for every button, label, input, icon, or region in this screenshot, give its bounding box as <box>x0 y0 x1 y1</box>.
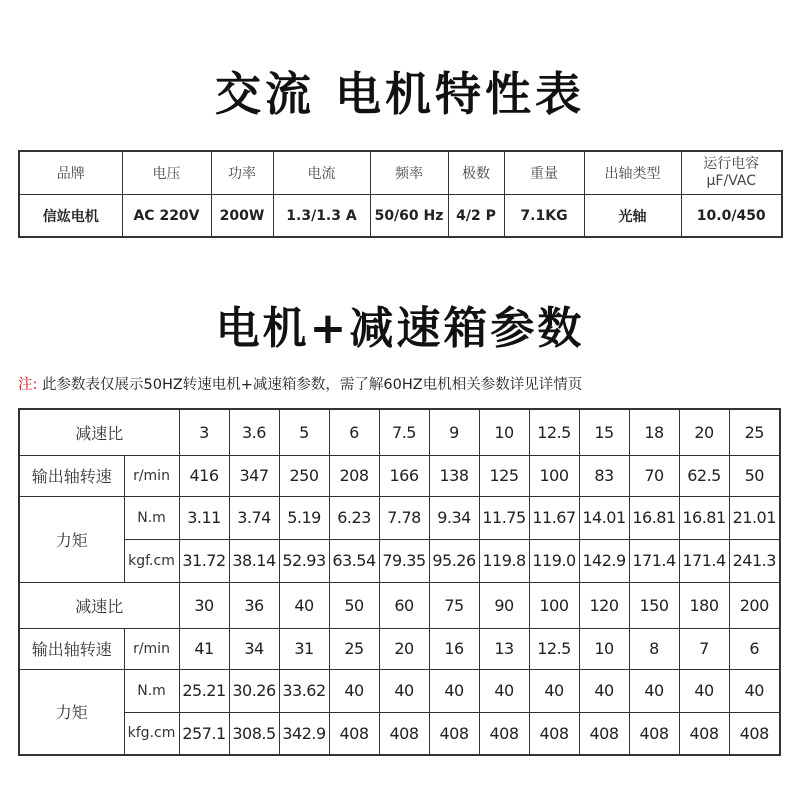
ratio-cell: 15 <box>579 409 629 455</box>
spec-header-brand: 品牌 <box>19 151 122 195</box>
ratio-cell: 36 <box>229 582 279 628</box>
torque-kgf-cell: 408 <box>729 712 780 755</box>
spec-value-current: 1.3/1.3 A <box>273 195 370 238</box>
speed-cell: 34 <box>229 628 279 669</box>
spec-header-capacitor <box>681 151 782 195</box>
torque-nm-cell: 3.74 <box>229 496 279 539</box>
speed-cell: 8 <box>629 628 679 669</box>
torque-nm-cell: 40 <box>629 669 679 712</box>
speed-cell: 70 <box>629 455 679 496</box>
torque-nm-cell: 40 <box>729 669 780 712</box>
speed-cell: 16 <box>429 628 479 669</box>
ratio-cell: 150 <box>629 582 679 628</box>
motor-spec-table <box>18 150 783 238</box>
ratio-cell: 75 <box>429 582 479 628</box>
ratio-cell: 10 <box>479 409 529 455</box>
speed-cell: 125 <box>479 455 529 496</box>
speed-label: 输出轴转速 <box>19 455 124 496</box>
ratio-cell: 40 <box>279 582 329 628</box>
spec-value-brand: 信竑电机 <box>19 195 122 238</box>
ratio-label: 减速比 <box>19 409 179 455</box>
speed-unit: r/min <box>124 455 179 496</box>
speed-cell: 166 <box>379 455 429 496</box>
torque-nm-cell: 16.81 <box>629 496 679 539</box>
speed-cell: 7 <box>679 628 729 669</box>
torque-kgf-cell: 63.54 <box>329 539 379 582</box>
note-label: 注: <box>18 377 38 393</box>
torque-nm-cell: 40 <box>379 669 429 712</box>
ratio-cell: 180 <box>679 582 729 628</box>
speed-label: 输出轴转速 <box>19 628 124 669</box>
ratio-cell: 18 <box>629 409 679 455</box>
ratio-cell: 50 <box>329 582 379 628</box>
spec-value-capacitor: 10.0/450 <box>681 195 782 238</box>
speed-cell: 138 <box>429 455 479 496</box>
torque-kgf-cell: 342.9 <box>279 712 329 755</box>
speed-cell: 83 <box>579 455 629 496</box>
spec-header-voltage: 电压 <box>122 151 211 195</box>
torque-unit-kgf: kfg.cm <box>124 712 179 755</box>
torque-kgf-cell: 408 <box>529 712 579 755</box>
torque-kgf-cell: 408 <box>629 712 679 755</box>
speed-cell: 12.5 <box>529 628 579 669</box>
torque-nm-cell: 5.19 <box>279 496 329 539</box>
page-title: 交流 电机特性表 <box>214 67 585 121</box>
torque-nm-cell: 6.23 <box>329 496 379 539</box>
spec-value-poles: 4/2 P <box>448 195 504 238</box>
speed-cell: 347 <box>229 455 279 496</box>
speed-cell: 6 <box>729 628 780 669</box>
torque-kgf-cell: 79.35 <box>379 539 429 582</box>
torque-unit-nm: N.m <box>124 496 179 539</box>
ratio-cell: 9 <box>429 409 479 455</box>
torque-kgf-cell: 241.3 <box>729 539 780 582</box>
ratio-cell: 200 <box>729 582 780 628</box>
torque-kgf-cell: 171.4 <box>679 539 729 582</box>
ratio-row <box>19 582 780 628</box>
ratio-cell: 3 <box>179 409 229 455</box>
torque-label: 力矩 <box>19 496 124 582</box>
gearbox-table <box>18 408 781 756</box>
speed-cell: 20 <box>379 628 429 669</box>
ratio-cell: 120 <box>579 582 629 628</box>
torque-kgf-cell: 52.93 <box>279 539 329 582</box>
torque-nm-cell: 7.78 <box>379 496 429 539</box>
spec-value-weight: 7.1KG <box>504 195 584 238</box>
torque-nm-cell: 33.62 <box>279 669 329 712</box>
spec-value-voltage: AC 220V <box>122 195 211 238</box>
torque-kgf-cell: 119.8 <box>479 539 529 582</box>
speed-row <box>19 628 780 669</box>
torque-kgf-cell: 119.0 <box>529 539 579 582</box>
speed-cell: 13 <box>479 628 529 669</box>
torque-unit-kgf: kgf.cm <box>124 539 179 582</box>
torque-kgf-cell: 38.14 <box>229 539 279 582</box>
torque-kgf-cell: 308.5 <box>229 712 279 755</box>
torque-kgf-cell: 408 <box>679 712 729 755</box>
ratio-cell: 3.6 <box>229 409 279 455</box>
note-text: 此参数表仅展示50HZ转速电机+减速箱参数，需了解60HZ电机相关参数详见详情页 <box>42 377 583 393</box>
torque-nm-cell: 16.81 <box>679 496 729 539</box>
torque-kgf-cell: 142.9 <box>579 539 629 582</box>
speed-row <box>19 455 780 496</box>
torque-nm-cell: 25.21 <box>179 669 229 712</box>
spec-header-poles: 极数 <box>448 151 504 195</box>
torque-nm-cell: 14.01 <box>579 496 629 539</box>
ratio-cell: 25 <box>729 409 780 455</box>
spec-header-frequency: 频率 <box>370 151 448 195</box>
torque-kgf-cell: 408 <box>429 712 479 755</box>
ratio-label: 减速比 <box>19 582 179 628</box>
ratio-cell: 100 <box>529 582 579 628</box>
speed-cell: 62.5 <box>679 455 729 496</box>
speed-cell: 208 <box>329 455 379 496</box>
ratio-cell: 12.5 <box>529 409 579 455</box>
spec-value-row <box>19 195 782 238</box>
spec-value-power: 200W <box>211 195 273 238</box>
note <box>18 373 582 394</box>
torque-kgf-cell: 257.1 <box>179 712 229 755</box>
torque-nm-cell: 40 <box>329 669 379 712</box>
section-title: 电机+减速箱参数 <box>215 303 585 354</box>
torque-nm-cell: 11.67 <box>529 496 579 539</box>
spec-value-frequency: 50/60 Hz <box>370 195 448 238</box>
speed-cell: 25 <box>329 628 379 669</box>
ratio-cell: 30 <box>179 582 229 628</box>
spec-header-weight: 重量 <box>504 151 584 195</box>
torque-nm-cell: 9.34 <box>429 496 479 539</box>
torque-kgf-cell: 408 <box>479 712 529 755</box>
speed-cell: 250 <box>279 455 329 496</box>
torque-kgf-cell: 408 <box>379 712 429 755</box>
torque-nm-row <box>19 669 780 712</box>
ratio-cell: 60 <box>379 582 429 628</box>
speed-cell: 50 <box>729 455 780 496</box>
torque-nm-cell: 21.01 <box>729 496 780 539</box>
ratio-cell: 5 <box>279 409 329 455</box>
torque-nm-cell: 11.75 <box>479 496 529 539</box>
speed-cell: 10 <box>579 628 629 669</box>
spec-header-row <box>19 151 782 195</box>
torque-nm-row <box>19 496 780 539</box>
torque-nm-cell: 40 <box>429 669 479 712</box>
torque-nm-cell: 40 <box>479 669 529 712</box>
torque-nm-cell: 40 <box>679 669 729 712</box>
torque-nm-cell: 40 <box>529 669 579 712</box>
spec-header-capacitor-line2: μF/VAC <box>706 173 756 189</box>
spec-header-capacitor-line1: 运行电容 <box>703 156 760 172</box>
ratio-cell: 20 <box>679 409 729 455</box>
spec-value-shaft-type: 光轴 <box>584 195 681 238</box>
torque-kgf-cell: 408 <box>329 712 379 755</box>
spec-header-shaft-type: 出轴类型 <box>584 151 681 195</box>
torque-kgf-cell: 31.72 <box>179 539 229 582</box>
torque-kgf-cell: 408 <box>579 712 629 755</box>
speed-cell: 416 <box>179 455 229 496</box>
torque-label: 力矩 <box>19 669 124 755</box>
torque-nm-cell: 40 <box>579 669 629 712</box>
speed-cell: 100 <box>529 455 579 496</box>
torque-nm-cell: 3.11 <box>179 496 229 539</box>
torque-nm-cell: 30.26 <box>229 669 279 712</box>
torque-kgf-row <box>19 539 780 582</box>
torque-unit-nm: N.m <box>124 669 179 712</box>
speed-cell: 41 <box>179 628 229 669</box>
torque-kgf-row <box>19 712 780 755</box>
torque-kgf-cell: 171.4 <box>629 539 679 582</box>
torque-kgf-cell: 95.26 <box>429 539 479 582</box>
ratio-cell: 90 <box>479 582 529 628</box>
spec-header-power: 功率 <box>211 151 273 195</box>
ratio-row <box>19 409 780 455</box>
speed-unit: r/min <box>124 628 179 669</box>
ratio-cell: 7.5 <box>379 409 429 455</box>
ratio-cell: 6 <box>329 409 379 455</box>
speed-cell: 31 <box>279 628 329 669</box>
spec-header-current: 电流 <box>273 151 370 195</box>
